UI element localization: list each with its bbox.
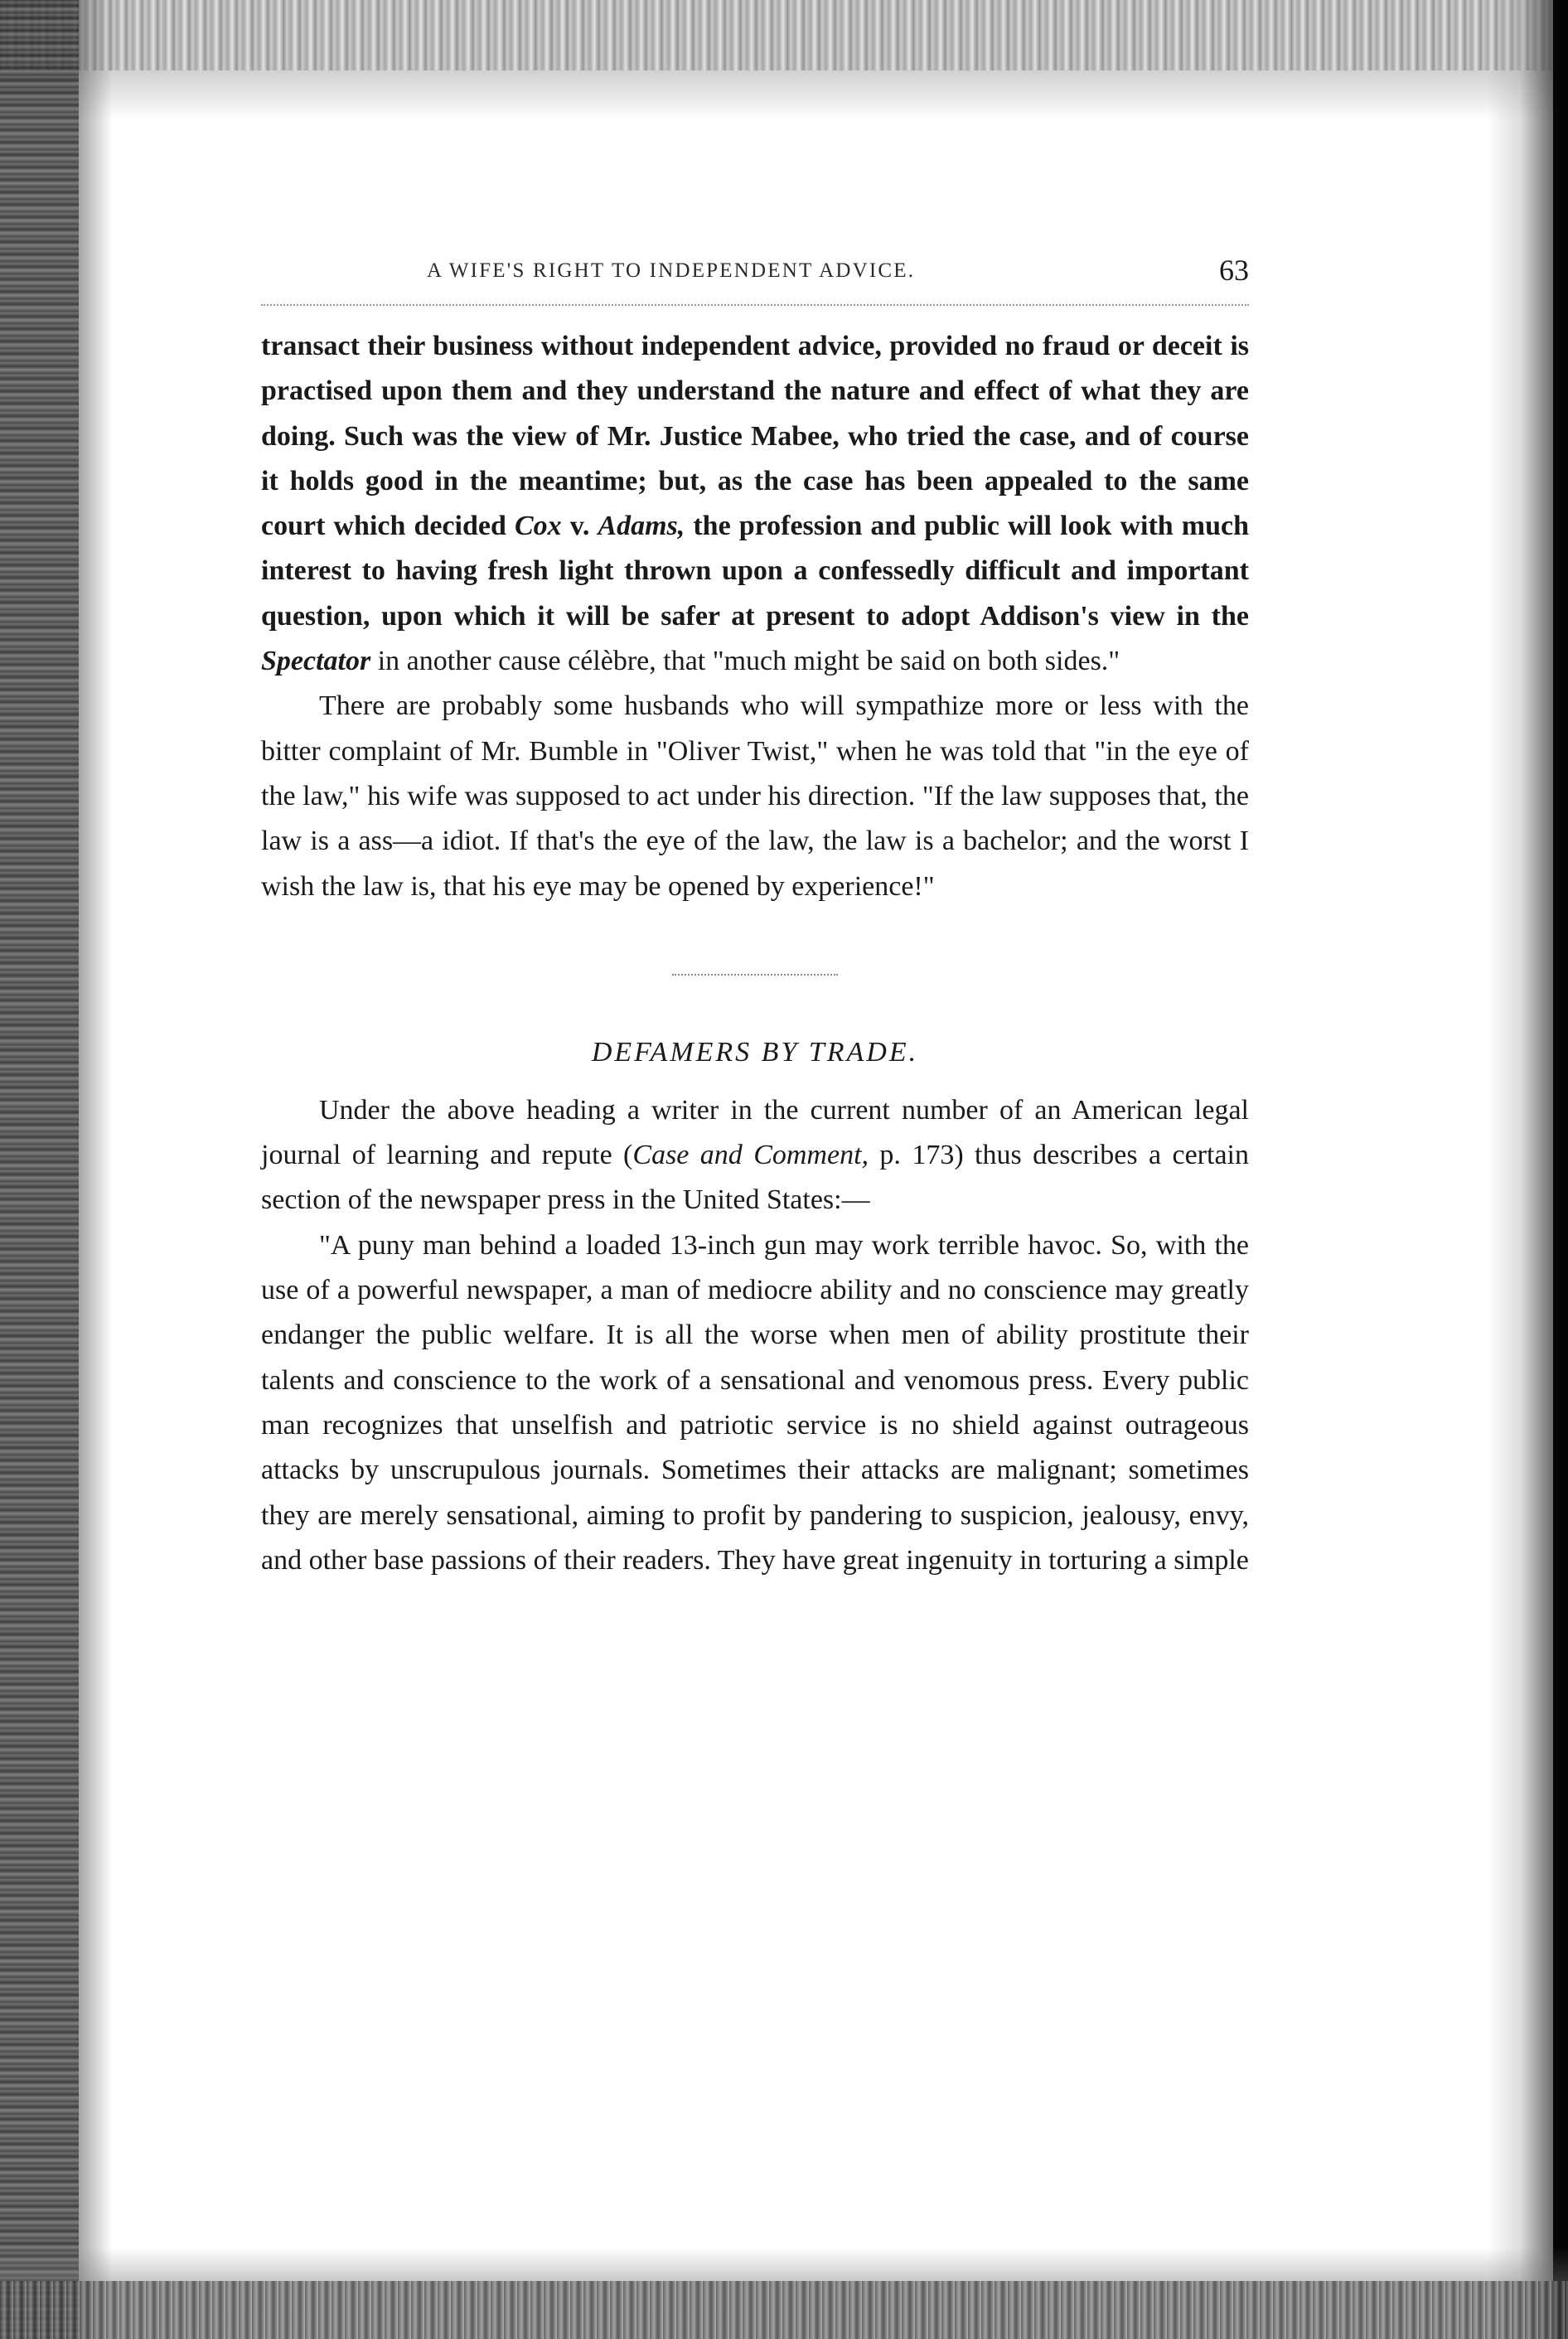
paragraph-continued xyxy=(261,324,1249,684)
scan-border-bottom-shadow xyxy=(0,2248,1568,2281)
running-title: A WIFE'S RIGHT TO INDEPENDENT ADVICE. xyxy=(427,259,916,282)
article-continued xyxy=(261,324,1249,684)
section-separator xyxy=(672,974,838,976)
article-bumble xyxy=(261,684,1249,908)
paragraph-text: Under the above heading a writer in the current number of an American legal journal of learning and repute ( xyxy=(261,1094,1249,1171)
section-body xyxy=(261,1088,1249,1583)
scan-border-top xyxy=(0,0,1568,70)
section-paragraph-quote: "A puny man behind a loaded 13-inch gun may work terrible havoc. So, with the use of a powerful newspaper, a man of mediocre ability and no conscience may greatly endanger the public welfare. It is all the worse when men of ability prostitute their talents and conscience to the work of a sensational and venomous press. Every public man recognizes that unselfish and patriotic service is no shield against outrageous attacks by unscrupulous journals. Sometimes their attacks are malignant; sometimes they are merely sensational, aiming to profit by pandering to suspicion, jealousy, envy, and other base passions of their readers. They have great ingenuity in torturing a simple xyxy=(261,1229,1249,1576)
paragraph-text: the profession and public will look with much interest to having fresh light thrown upon a confessedly difficult and important question, upon which it will be safer at present to adopt Addison's view in the xyxy=(261,511,1249,632)
scan-border-right-shadow xyxy=(1487,0,1553,2339)
section-paragraph-intro xyxy=(261,1088,1249,1223)
book-page xyxy=(261,253,1249,1583)
paragraph-text: v. xyxy=(561,511,598,542)
paragraph-text: transact their business without independent advice, provided no fraud or deceit is practised upon them and they understand the nature and effect of what they are doing. Such was the view of Mr. Justice Mabee, who tried the case, and of course it holds good in the meantime; but, as the case has been appealed to the same court which decided xyxy=(261,331,1249,542)
page-number: 63 xyxy=(1219,254,1249,287)
paragraph-text: in another cause célèbre, that "much might be said on both sides." xyxy=(370,646,1120,677)
scan-border-bottom xyxy=(0,2281,1568,2339)
scan-border-left-shadow xyxy=(79,0,112,2339)
paragraph-text: p. 173) thus describes a certain section of the newspaper press in the United States:— xyxy=(261,1140,1249,1216)
journal-name-italic: Case and Comment, xyxy=(632,1140,869,1171)
paragraph-bumble: There are probably some husbands who will sympathize more or less with the bitter complaint of Mr. Bumble in "Oliver Twist," when he was told that "in the eye of the law," his wife was supposed to act under his direction. "If the law supposes that, the law is a ass—a idiot. If that's the eye of the law, the law is a bachelor; and the worst I wish the law is, that his eye may be opened by experience!" xyxy=(261,690,1249,902)
case-name-italic: Adams, xyxy=(598,511,685,542)
scan-border-top-shadow xyxy=(0,70,1568,120)
case-name-italic: Cox xyxy=(514,511,562,542)
header-rule xyxy=(261,304,1249,306)
running-head xyxy=(261,253,1249,289)
publication-name-italic: Spectator xyxy=(261,646,371,677)
scan-border-right xyxy=(1553,0,1568,2339)
scan-border-left xyxy=(0,0,79,2339)
section-title: DEFAMERS BY TRADE. xyxy=(591,1036,919,1068)
